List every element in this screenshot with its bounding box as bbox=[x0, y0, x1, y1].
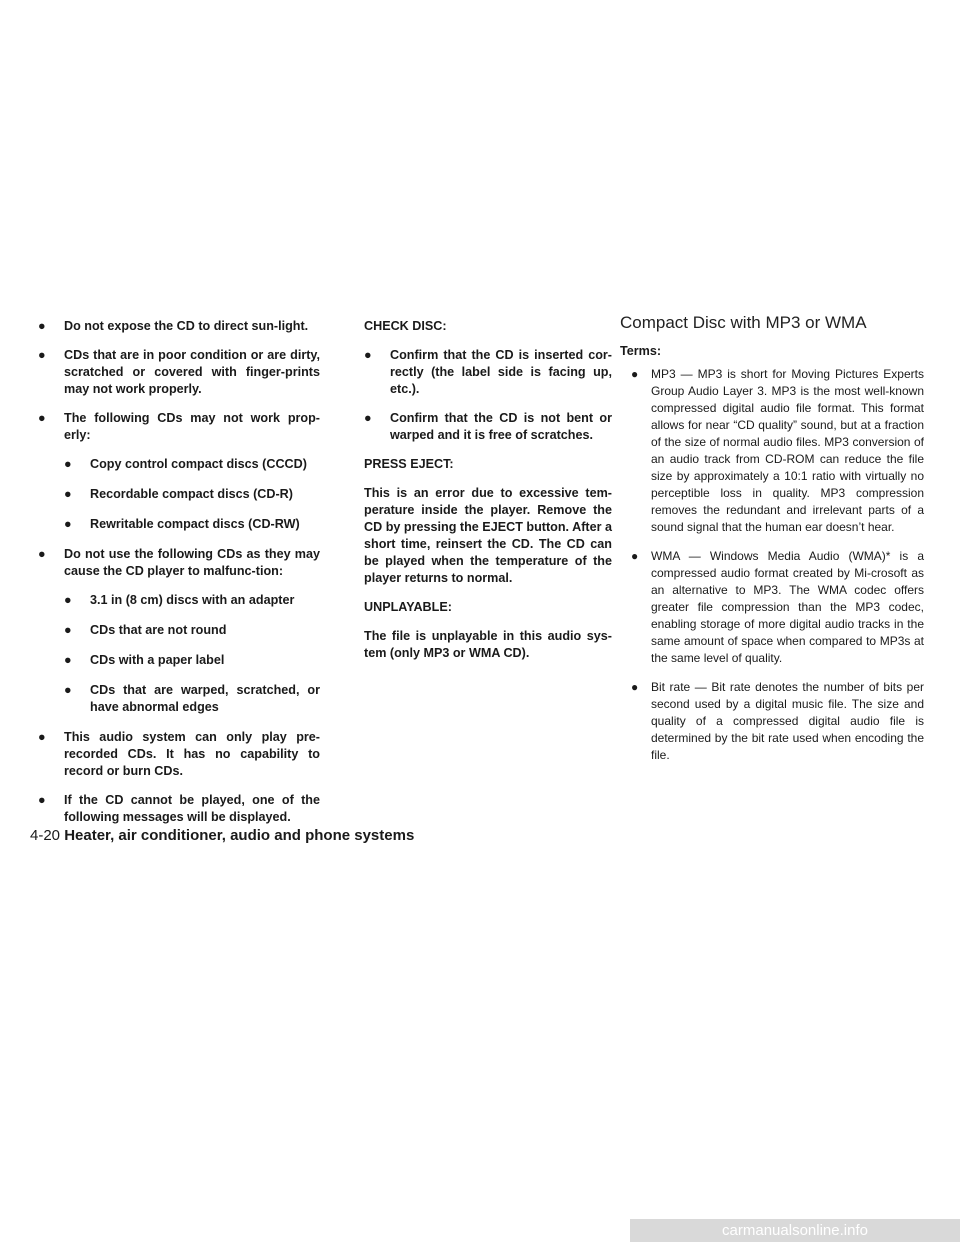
page-footer bbox=[30, 827, 414, 844]
list-item: ● The following CDs may not work prop-erly: bbox=[38, 411, 320, 442]
bullet-icon: ● bbox=[631, 367, 639, 381]
bullet-icon: ● bbox=[38, 319, 46, 333]
bullet-icon: ● bbox=[631, 549, 639, 563]
sub-list-item: ● Rewritable compact discs (CD-RW) bbox=[64, 517, 300, 531]
bullet-icon: ● bbox=[364, 348, 372, 362]
list-item: ● This audio system can only play pre-recorded CDs. It has no capability to record or burn CDs. bbox=[38, 730, 320, 778]
bullet-icon: ● bbox=[38, 793, 46, 807]
bullet-icon: ● bbox=[64, 593, 72, 607]
bullet-icon: ● bbox=[38, 547, 46, 561]
list-item: ● Confirm that the CD is not bent or warped and it is free of scratches. bbox=[364, 411, 612, 442]
column-3 bbox=[620, 312, 924, 776]
list-item: ● Do not expose the CD to direct sun-light. bbox=[38, 319, 309, 333]
unplayable-text: The file is unplayable in this audio sys-tem (only MP3 or WMA CD). bbox=[364, 629, 612, 660]
list-item: ● MP3 — MP3 is short for Moving Pictures Experts Group Audio Layer 3. MP3 is the most well-known compressed digital audio file format. This format allows for near “CD quality” sound, but at a fraction of the size of normal audio files. MP3 conversion of an audio track from CD-ROM can reduce the file size by approximately a 10:1 ratio with virtually no perceptible loss in quality. MP3 compression removes the redundant and irrelevant parts of a sound signal that the human ear doesn’t hear. bbox=[631, 367, 924, 534]
check-disc-heading: CHECK DISC: bbox=[364, 319, 447, 333]
list-item: ● WMA — Windows Media Audio (WMA)* is a compressed audio format created by Mi-crosoft as an alternative to MP3. The WMA codec offers greater file compression than the MP3 codec, enabling storage of more digital audio tracks in the same amount of space when compared to MP3s at the same level of quality. bbox=[631, 549, 924, 665]
list-item: ● Bit rate — Bit rate denotes the number of bits per second used by a digital music file. The size and quality of a compressed digital audio file is determined by the bit rate used when encoding the file. bbox=[631, 680, 924, 762]
sub-list-item: ● Recordable compact discs (CD-R) bbox=[64, 487, 293, 501]
list-item: ● If the CD cannot be played, one of the following messages will be displayed. bbox=[38, 793, 320, 824]
footer-section-title: Heater, air conditioner, audio and phone systems bbox=[64, 827, 415, 844]
list-item: ● Confirm that the CD is inserted cor-rectly (the label side is facing up, etc.). bbox=[364, 348, 612, 396]
bullet-icon: ● bbox=[364, 411, 372, 425]
bullet-icon: ● bbox=[38, 411, 46, 425]
bullet-icon: ● bbox=[38, 730, 46, 744]
sub-list-item: ● CDs with a paper label bbox=[64, 653, 225, 667]
bullet-icon: ● bbox=[64, 517, 72, 531]
bullet-icon: ● bbox=[64, 653, 72, 667]
bullet-icon: ● bbox=[64, 623, 72, 637]
page-number: 4-20 bbox=[30, 827, 61, 844]
press-eject-text: This is an error due to excessive tem-perature inside the player. Remove the CD by pressing the EJECT button. After a short time, reinsert the CD. The CD can be played when the temperature of the player returns to normal. bbox=[364, 486, 612, 585]
sub-list-item: ● Copy control compact discs (CCCD) bbox=[64, 457, 307, 471]
unplayable-heading: UNPLAYABLE: bbox=[364, 600, 452, 614]
watermark-link[interactable]: carmanualsonline.info bbox=[630, 1219, 960, 1242]
sub-list-item: ● CDs that are not round bbox=[64, 623, 227, 637]
sub-list-item: ● CDs that are warped, scratched, or have abnormal edges bbox=[64, 683, 320, 714]
bullet-icon: ● bbox=[38, 348, 46, 362]
terms-label: Terms: bbox=[620, 344, 662, 358]
list-item: ● Do not use the following CDs as they may cause the CD player to malfunc-tion: bbox=[38, 547, 320, 578]
bullet-icon: ● bbox=[631, 680, 639, 694]
bullet-icon: ● bbox=[64, 487, 72, 501]
column-1 bbox=[38, 318, 320, 838]
sub-list-item: ● 3.1 in (8 cm) discs with an adapter bbox=[64, 593, 295, 607]
column-2 bbox=[364, 318, 612, 674]
section-title: Compact Disc with MP3 or WMA bbox=[620, 313, 867, 332]
list-item: ● CDs that are in poor condition or are dirty, scratched or covered with finger-prints may not work properly. bbox=[38, 348, 320, 396]
bullet-icon: ● bbox=[64, 683, 72, 697]
bullet-icon: ● bbox=[64, 457, 72, 471]
press-eject-heading: PRESS EJECT: bbox=[364, 457, 454, 471]
